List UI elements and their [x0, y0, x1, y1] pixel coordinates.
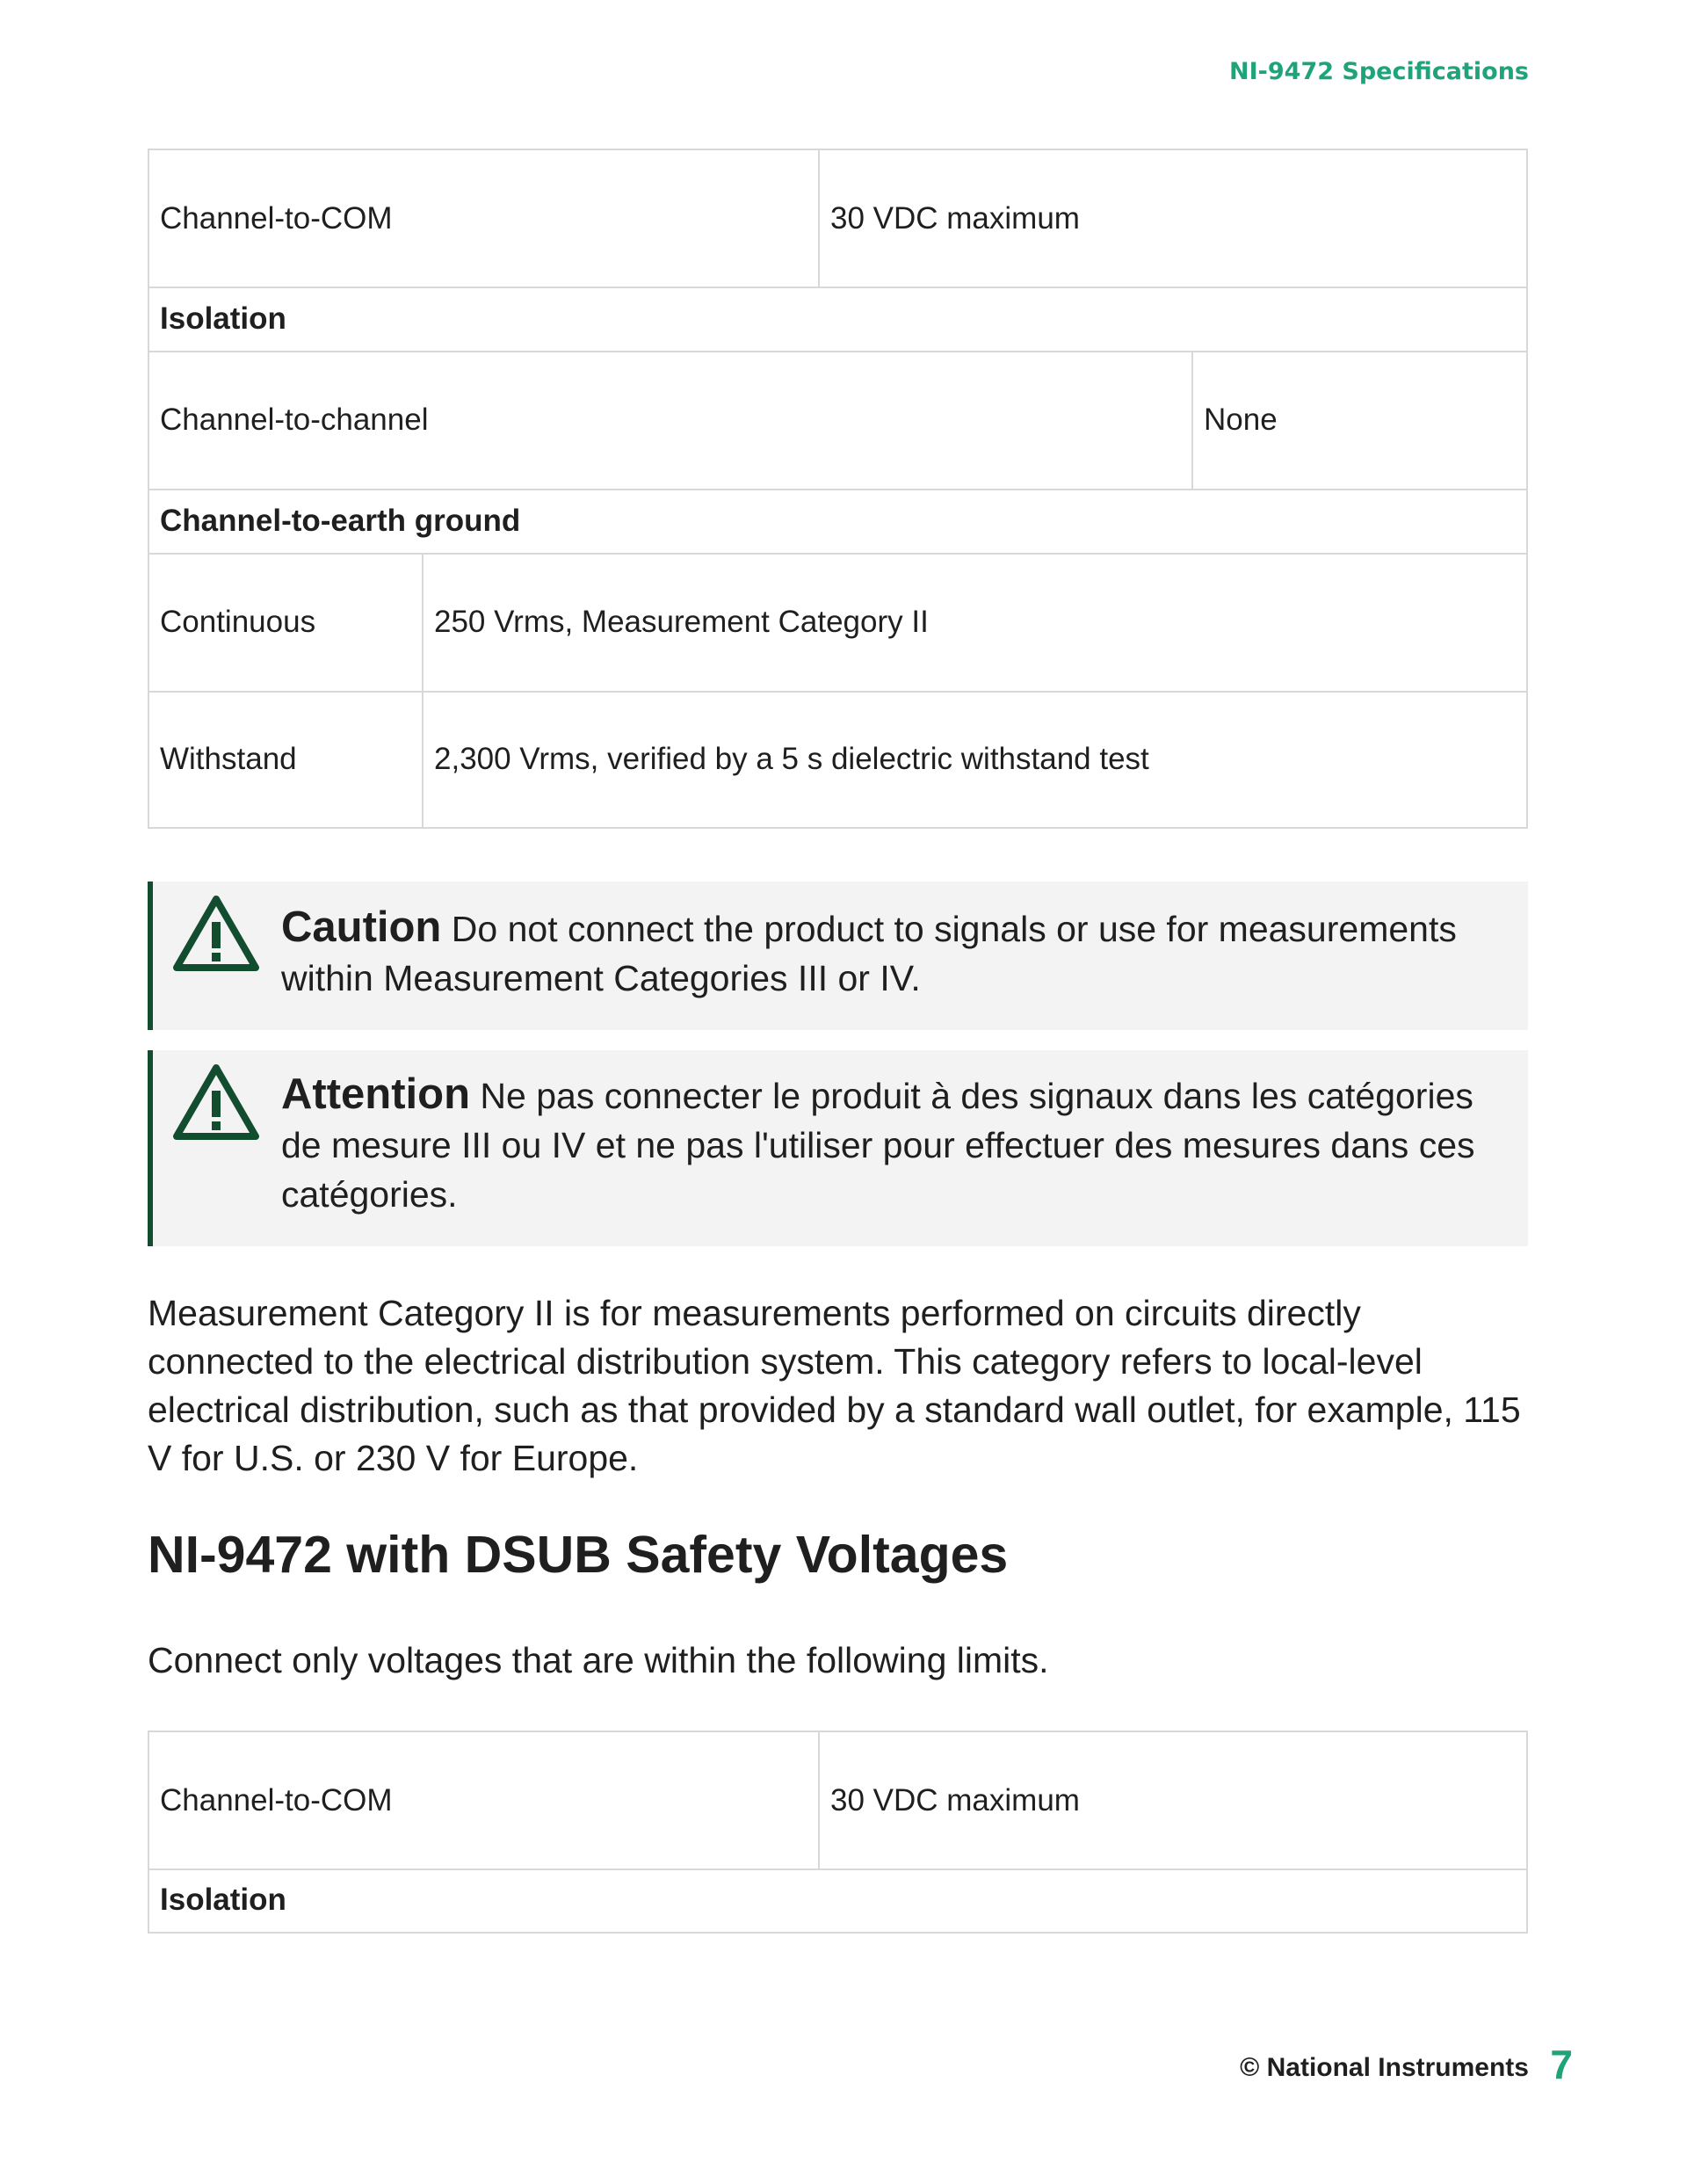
table-cell-label: Continuous: [149, 553, 424, 691]
caution-callout: [148, 882, 1528, 1030]
table-row-heading: [148, 1868, 1528, 1934]
caution-title: Caution: [281, 903, 442, 951]
table-cell-label: Channel-to-COM: [149, 150, 820, 287]
caution-body: Do not connect the product to signals or use for measurements within Measurement Categories III or IV.: [281, 909, 1457, 998]
table-row: [148, 553, 1528, 693]
table-cell-label: Channel-to-COM: [149, 1732, 820, 1868]
table-row-heading: [148, 489, 1528, 555]
table-group-heading: Channel-to-earth ground: [160, 503, 521, 538]
table-cell-label: Withstand: [149, 691, 424, 827]
table-cell-value: 250 Vrms, Measurement Category II: [434, 604, 929, 639]
table-cell-label: Channel-to-channel: [149, 351, 1193, 489]
table-row: [148, 691, 1528, 829]
table-group-heading: Isolation: [160, 1883, 286, 1917]
section-heading: NI-9472 with DSUB Safety Voltages: [148, 1526, 1009, 1584]
attention-callout: [148, 1050, 1528, 1246]
table-cell-value: None: [1204, 402, 1278, 437]
table-row: [148, 1731, 1528, 1870]
table-row-heading: [148, 287, 1528, 352]
running-header-title: NI-9472 Specifications: [1229, 58, 1529, 85]
warning-triangle-icon: [172, 894, 260, 973]
page-footer: [0, 2042, 1687, 2090]
table-group-heading: Isolation: [160, 301, 286, 336]
table-cell-value: 30 VDC maximum: [830, 1782, 1080, 1818]
body-paragraph: Measurement Category II is for measurements performed on circuits directly connected to the electrical distribution system. This category refers to local-level electrical distribution, such as that provided by a standard wall outlet, for example, 115 V for U.S. or 230 V for Europe.: [148, 1293, 1521, 1478]
section-intro: Connect only voltages that are within the following limits.: [148, 1640, 1049, 1680]
page-number: 7: [1550, 2042, 1573, 2087]
table-cell-value: 2,300 Vrms, verified by a 5 s dielectric withstand test: [434, 741, 1149, 776]
table-row: [148, 351, 1528, 490]
attention-text-block: [281, 1070, 1502, 1219]
table-row: [148, 149, 1528, 288]
footer-copyright: © National Instruments: [1240, 2053, 1529, 2082]
table-cell-value: 30 VDC maximum: [830, 200, 1080, 236]
attention-body: Ne pas connecter le produit à des signaux dans les catégories de mesure III ou IV et ne pas l'utiliser pour effectuer des mesures dans ces catégories.: [281, 1076, 1475, 1215]
caution-text-block: [281, 903, 1502, 1003]
warning-triangle-icon: [172, 1063, 260, 1142]
attention-title: Attention: [281, 1070, 470, 1118]
